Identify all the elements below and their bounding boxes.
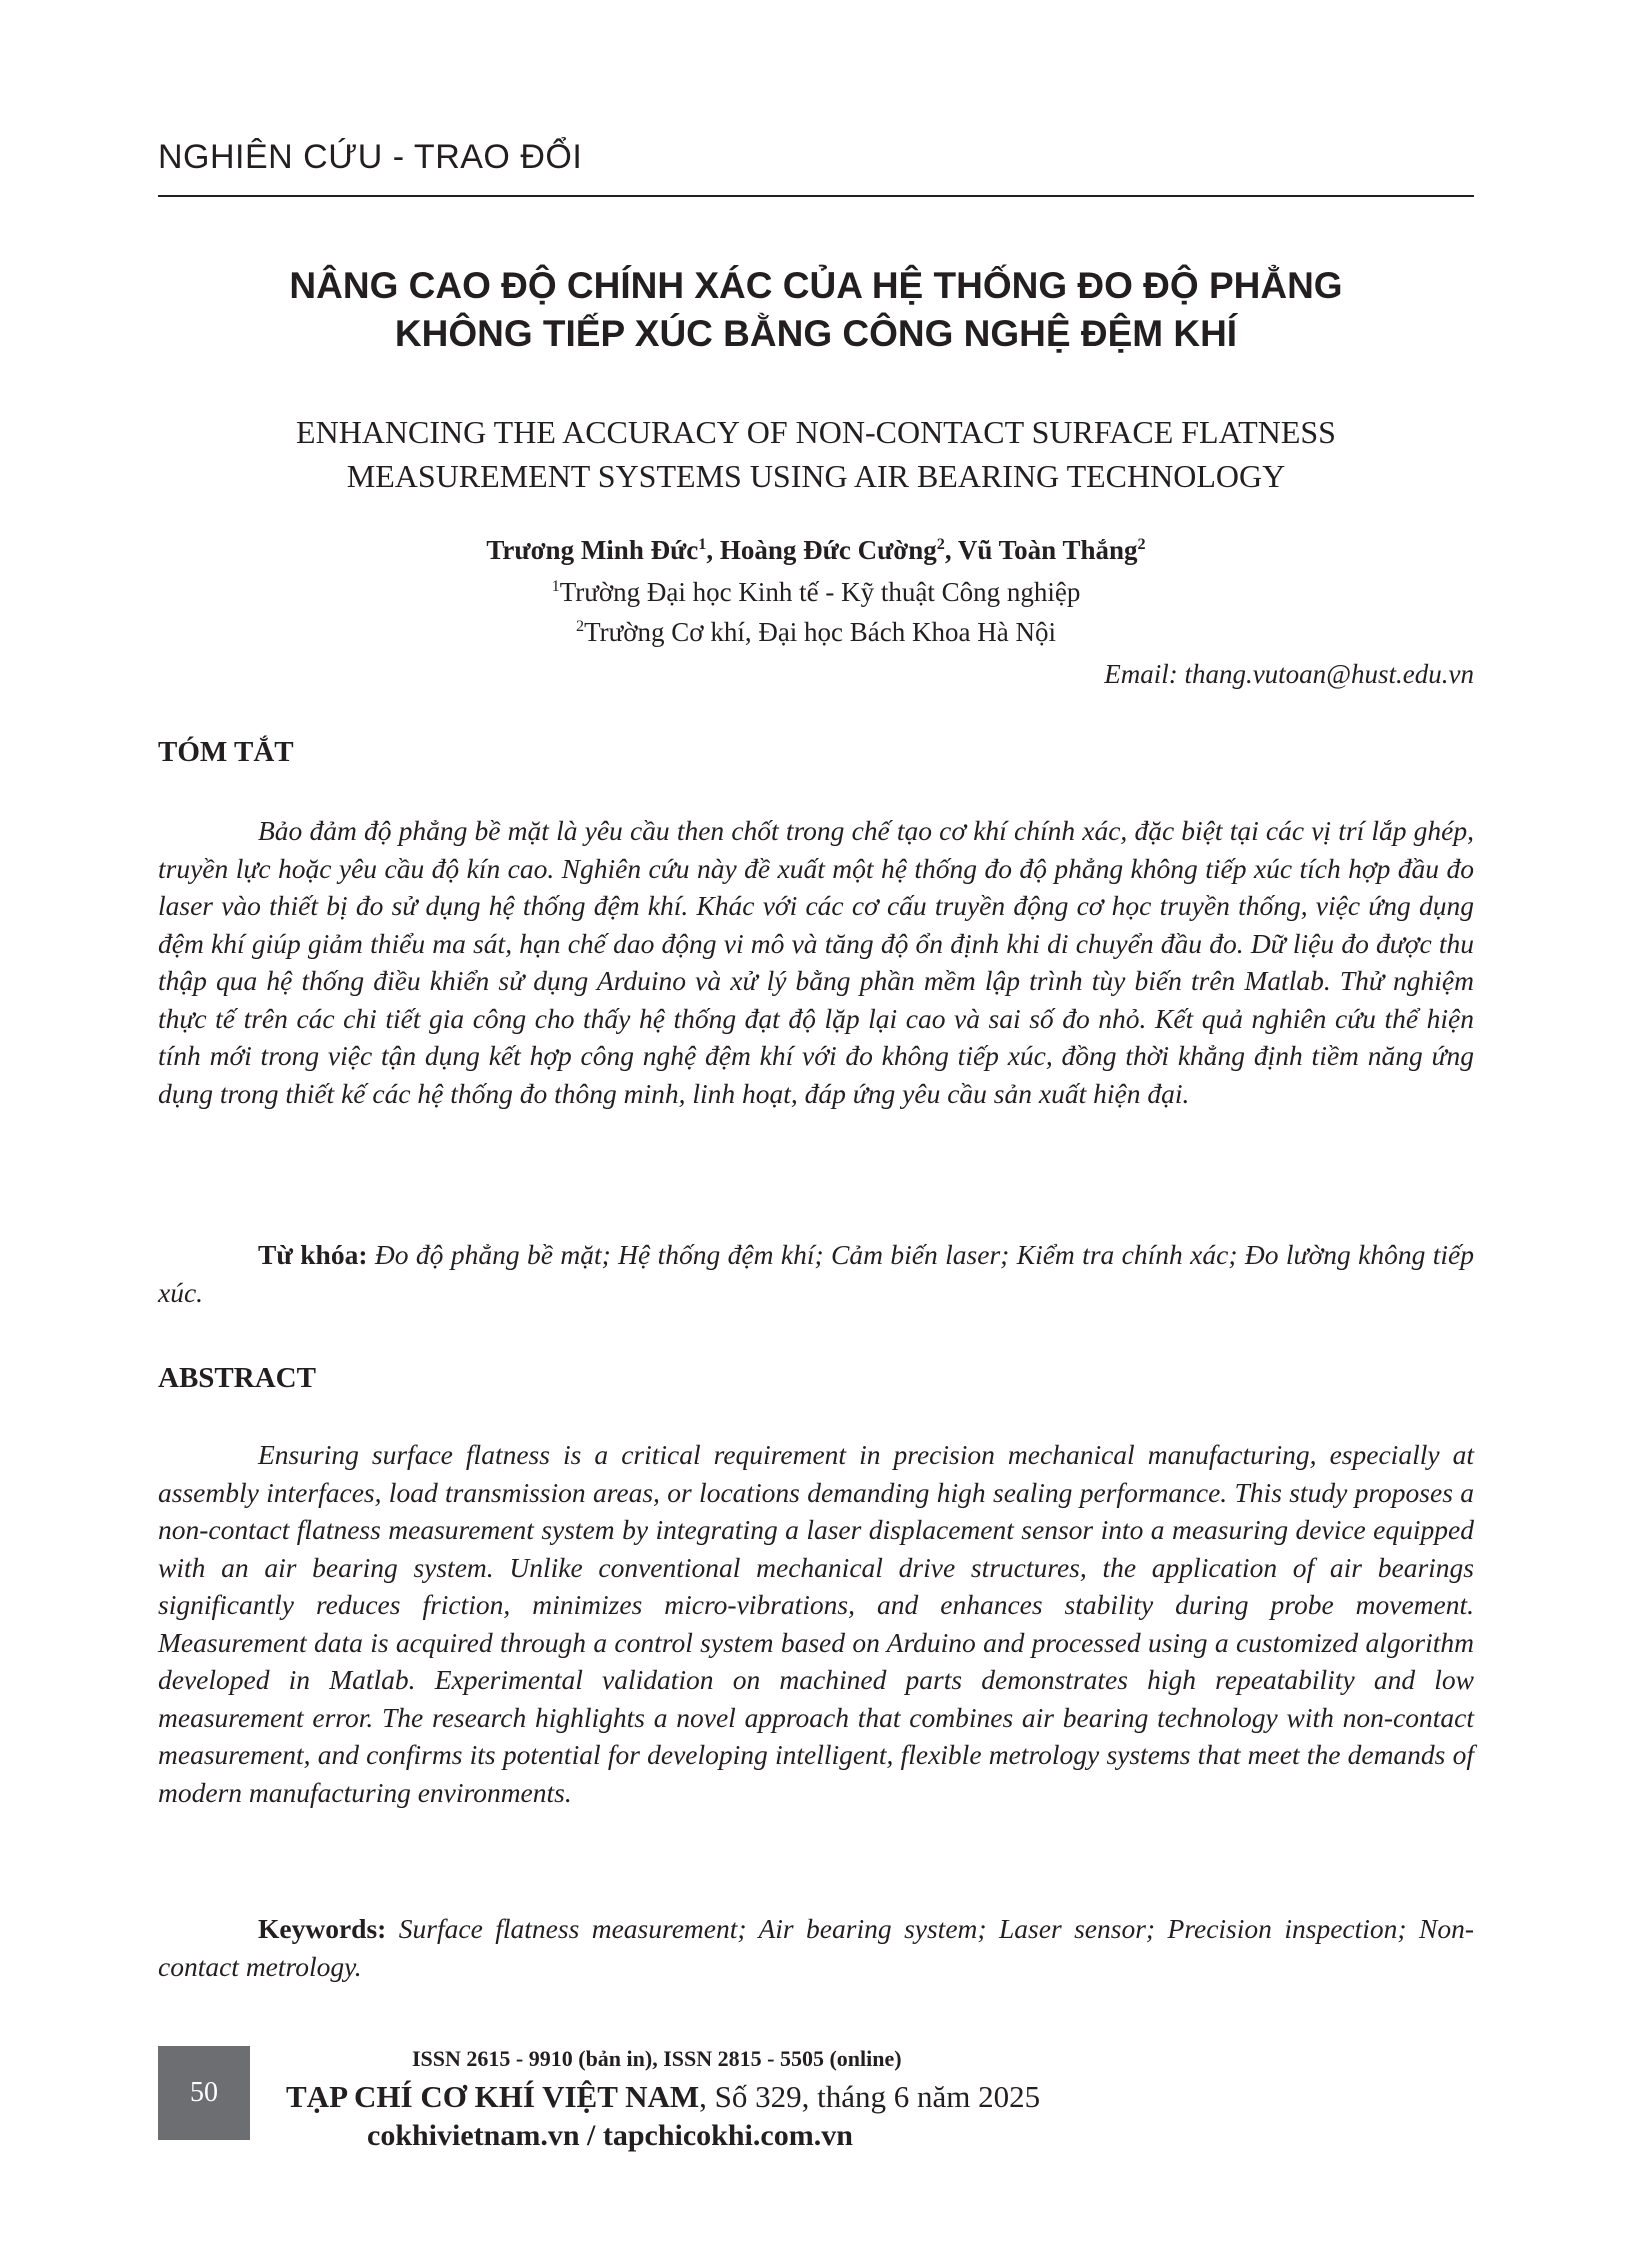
author-list [158,532,1474,568]
vietnamese-title-line-1: NÂNG CAO ĐỘ CHÍNH XÁC CỦA HỆ THỐNG ĐO ĐỘ PHẲNG [289,265,1343,306]
page-number: 50 [158,2046,250,2140]
author-affiliation-mark: 1 [698,535,707,553]
footer-journal [286,2078,1040,2116]
english-title-line-1: ENHANCING THE ACCURACY OF NON-CONTACT SURFACE FLATNESS [296,414,1336,450]
tomtat-keywords-label: Từ khóa: [258,1239,368,1270]
tomtat-keywords-text: Đo độ phẳng bề mặt; Hệ thống đệm khí; Cảm biến laser; Kiểm tra chính xác; Đo lường không tiếp xúc. [158,1239,1474,1308]
affiliation-mark: 2 [576,617,585,635]
author-separator: , [706,535,720,565]
contact-email: Email: thang.vutoan@hust.edu.vn [1104,659,1474,689]
vietnamese-title [158,262,1474,358]
abstract-heading: ABSTRACT [158,1362,316,1394]
journal-issue: , Số 329, tháng 6 năm 2025 [699,2079,1041,2114]
journal-name: TẠP CHÍ CƠ KHÍ VIỆT NAM [286,2079,700,2114]
author-affiliation-mark: 2 [1137,535,1146,553]
abstract-keywords-label: Keywords: [258,1913,387,1944]
affiliation-text: Trường Đại học Kinh tế - Kỹ thuật Công nghiệp [559,577,1081,607]
footer-issn: ISSN 2615 - 9910 (bản in), ISSN 2815 - 5505 (online) [412,2046,902,2071]
header-divider [158,195,1474,197]
abstract-keywords-text: Surface flatness measurement; Air bearing system; Laser sensor; Precision inspection; Non-contact metrology. [158,1913,1474,1982]
abstract-body: Ensuring surface flatness is a critical requirement in precision mechanical manufacturing, especially at assembly interfaces, load transmission areas, or locations demanding high sealing performance. This study proposes a non-contact flatness measurement system by integrating a laser displacement sensor into a measuring device equipped with an air bearing system. Unlike conventional mechanical drive structures, the application of air bearings significantly reduces friction, minimizes micro-vibrations, and enhances stability during probe movement. Measurement data is acquired through a control system based on Arduino and processed using a customized algorithm developed in Matlab. Experimental validation on machined parts demonstrates high repeatability and low measurement error. The research highlights a novel approach that combines air bearing technology with non-contact measurement, and confirms its potential for developing intelligent, flexible metrology systems that meet the demands of modern manufacturing environments. [158,1439,1474,1808]
author-name: Trương Minh Đức [486,535,699,565]
english-title [158,410,1474,498]
tomtat-body: Bảo đảm độ phẳng bề mặt là yêu cầu then chốt trong chế tạo cơ khí chính xác, đặc biệt tại các vị trí lắp ghép, truyền lực hoặc yêu cầu độ kín cao. Nghiên cứu này đề xuất một hệ thống đo độ phẳng không tiếp xúc tích hợp đầu đo laser vào thiết bị đo sử dụng hệ thống đệm khí. Khác với các cơ cấu truyền động cơ học truyền thống, việc ứng dụng đệm khí giúp giảm thiểu ma sát, hạn chế dao động vi mô và tăng độ ổn định khi di chuyển đầu đo. Dữ liệu đo được thu thập qua hệ thống điều khiển sử dụng Arduino và xử lý bằng phần mềm lập trình tùy biến trên Matlab. Thử nghiệm thực tế trên các chi tiết gia công cho thấy hệ thống đạt độ lặp lại cao và sai số đo nhỏ. Kết quả nghiên cứu thể hiện tính mới trong việc tận dụng kết hợp công nghệ đệm khí với đo không tiếp xúc, đồng thời khẳng định tiềm năng ứng dụng trong thiết kế các hệ thống đo thông minh, linh hoạt, đáp ứng yêu cầu sản xuất hiện đại. [158,815,1474,1109]
affiliation-1 [158,574,1474,610]
tomtat-keywords [158,1236,1474,1311]
section-header: NGHIÊN CỨU - TRAO ĐỔI [158,138,583,176]
vietnamese-title-line-2: KHÔNG TIẾP XÚC BẰNG CÔNG NGHỆ ĐỆM KHÍ [394,313,1238,354]
author-affiliation-mark: 2 [936,535,945,553]
affiliation-text: Trường Cơ khí, Đại học Bách Khoa Hà Nội [584,617,1056,647]
tomtat-heading: TÓM TẮT [158,736,294,768]
english-title-line-2: MEASUREMENT SYSTEMS USING AIR BEARING TECHNOLOGY [346,458,1286,494]
abstract-keywords [158,1910,1474,1985]
author-name: Vũ Toàn Thắng [957,535,1138,565]
author-name: Hoàng Đức Cường [719,535,937,565]
footer-websites: cokhivietnam.vn / tapchicokhi.com.vn [367,2119,853,2152]
author-separator: , [944,535,958,565]
affiliation-mark: 1 [551,577,560,595]
affiliation-2 [158,614,1474,650]
